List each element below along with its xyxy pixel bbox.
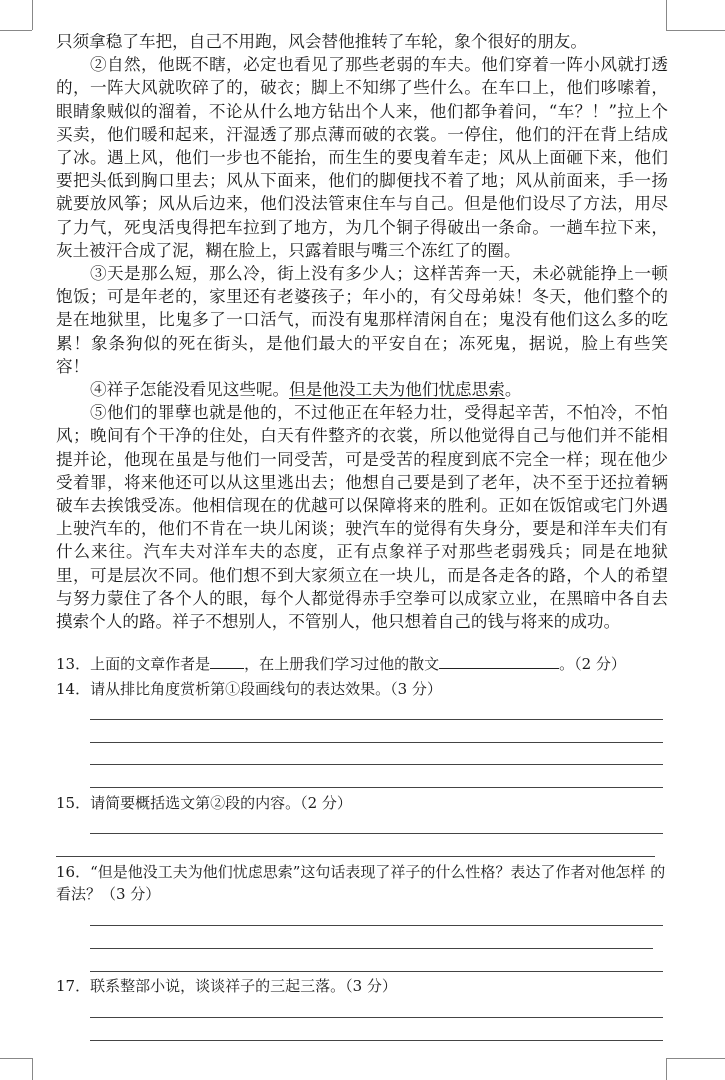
question-13-text-a: 13．上面的文章作者是 bbox=[56, 655, 211, 673]
question-13-text-c: 。（2 分） bbox=[559, 655, 626, 673]
crop-mark-bottom-left bbox=[0, 1058, 32, 1059]
crop-mark-bottom-right bbox=[666, 1058, 667, 1080]
paragraph-5: ⑤他们的罪孽也就是他的，不过他正在年轻力壮，受得起辛苦，不怕冷，不怕风；晚间有个干净的住处，白天有件整齐的衣裳，所以他觉得自己与他们并不能相提并论，他现在虽是与他们一同受苦，可是受苦的程度到底不完全一样；现在他少受着罪，将来他还可以从这里逃出去；他想自己要是到了老年，决不至于还拉着辆破车去挨饿受冻。他相信现在的优越可以保障将来的胜利。正如在饭馆或宅门外遇上驶汽车的，他们不肯在一块儿闲谈；驶汽车的觉得有失身分，要是和洋车夫们有什么来往。汽车夫对洋车夫的态度，正有点象祥子对那些老弱残兵；同是在地狱里，可是层次不同。他们想不到大家须立在一块儿，而是各走各的路，个人的希望与努力蒙住了各个人的眼，每个人都觉得赤手空拳可以成家立业，在黑暗中各自去摸索个人的路。祥子不想别人，不管别人，他只想着自己的钱与将来的成功。 bbox=[56, 403, 668, 632]
paragraph-3: ③天是那么短，那么冷，街上没有多少人；这样苦奔一天，未必就能挣上一顿饱饭；可是年老的，家里还有老婆孩子；年小的，有父母弟妹！冬天，他们整个的是在地狱里，比鬼多了一口活气，而没有鬼那样清闲自在；鬼没有他们这么多的吃累！象条狗似的死在街头，是他们最大的平安自在；冻死鬼，据说，脸上有些笑容！ bbox=[56, 264, 668, 376]
paragraph-4-text: ④祥子怎能没看见这些呢。 bbox=[90, 380, 290, 400]
crop-mark-top-left bbox=[32, 0, 33, 30]
answer-line[interactable] bbox=[90, 764, 663, 765]
paragraph-4 bbox=[56, 378, 668, 401]
paragraph-2: ②自然，他既不瞎，必定也看见了那些老弱的车夫。他们穿着一阵小风就打透的，一阵大风就吹碎了的，破衣；脚上不知绑了些什么。在车口上，他们哆嗦着，眼睛象贼似的溜着，不论从什么地方钻出个人来，他们都争着问，“车？！”拉上个买卖，他们暖和起来，汗湿透了那点薄而破的衣裳。一停住，他们的汗在背上结成了冰。遇上风，他们一步也不能抬，而生生的要曳着车走；风从上面砸下来，他们要把头低到胸口里去；风从下面来，他们的脚便找不着了地；风从前面来，手一扬就要放风筝；风从后边来，他们没法管束住车与自己。但是他们设尽了方法，用尽了力气，死曳活曳得把车拉到了地方，为几个铜子得破出一条命。一趟车拉下来，灰土被汗合成了泥，糊在脸上，只露着眼与嘴三个冻红了的圈。 bbox=[56, 55, 668, 260]
question-13-text-b: ，在上册我们学习过他的散文 bbox=[244, 655, 440, 673]
crop-mark-bottom-right bbox=[666, 1058, 725, 1059]
answer-line[interactable] bbox=[90, 1040, 663, 1041]
reading-passage bbox=[56, 30, 668, 633]
paragraph-1-end: 只须拿稳了车把，自己不用跑，风会替他推转了车轮，象个很好的朋友。 bbox=[56, 32, 587, 51]
answer-line[interactable] bbox=[90, 787, 663, 788]
answer-line[interactable] bbox=[90, 1017, 663, 1018]
crop-mark-top-right bbox=[666, 0, 667, 30]
essay-blank[interactable] bbox=[439, 654, 559, 669]
author-blank[interactable] bbox=[210, 654, 244, 669]
question-17: 17．联系整部小说，谈谈祥子的三起三落。（3 分） bbox=[56, 977, 397, 995]
question-13 bbox=[56, 653, 668, 675]
answer-line[interactable] bbox=[56, 856, 655, 857]
underlined-sentence: 但是他没工夫为他们忧虑思索 bbox=[289, 380, 505, 400]
crop-mark-bottom-left bbox=[32, 1058, 33, 1080]
question-14: 14．请从排比角度赏析第①段画线句的表达效果。（3 分） bbox=[56, 680, 442, 698]
answer-line[interactable] bbox=[90, 971, 663, 972]
answer-line[interactable] bbox=[90, 719, 663, 720]
answer-line[interactable] bbox=[90, 742, 663, 743]
paragraph-4-end: 。 bbox=[504, 380, 522, 400]
question-16: 16．“但是他没工夫为他们忧虑思索”这句话表现了祥子的什么性格？表达了作者对他怎样 的看法？（3 分） bbox=[56, 863, 666, 903]
answer-line[interactable] bbox=[90, 948, 653, 949]
crop-mark-top-right bbox=[666, 30, 725, 31]
crop-mark-top-left bbox=[0, 30, 32, 31]
answer-line[interactable] bbox=[90, 833, 663, 834]
question-15: 15．请简要概括选文第②段的内容。（2 分） bbox=[56, 794, 352, 812]
answer-line[interactable] bbox=[90, 925, 663, 926]
